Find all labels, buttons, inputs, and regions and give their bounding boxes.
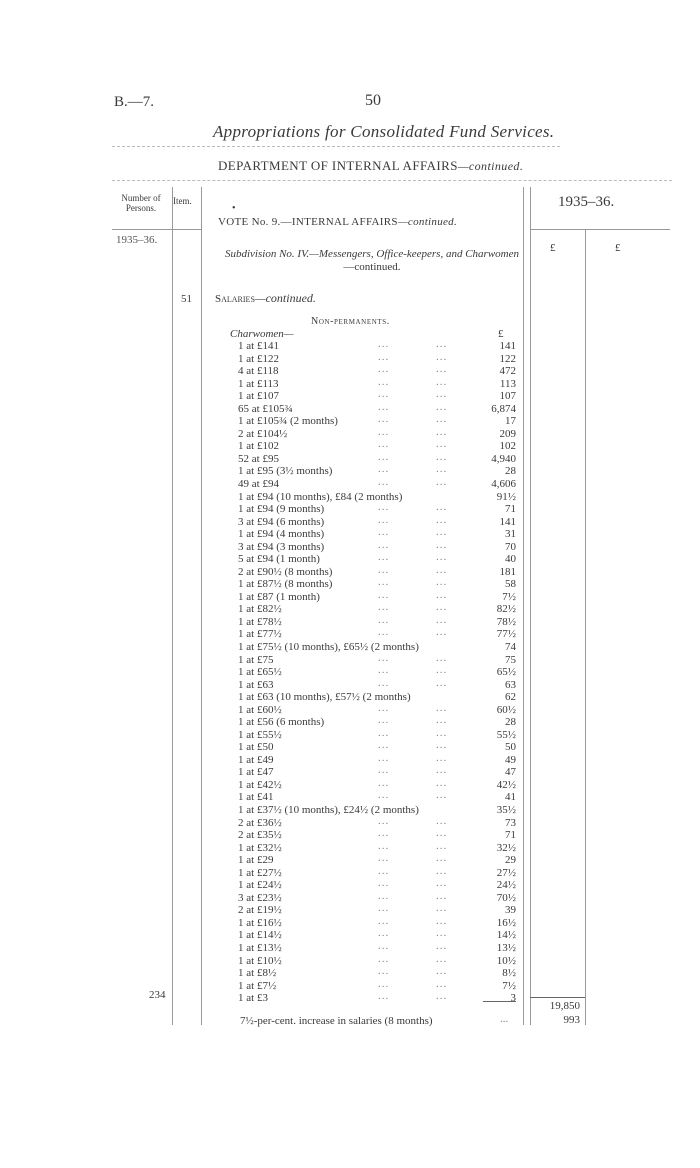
- header-rule-right: [530, 229, 670, 230]
- leader-dots: ...: [378, 776, 390, 789]
- leader-dots: ...: [378, 588, 390, 601]
- salary-row-description: 1 at £82½: [238, 603, 282, 616]
- salary-row-description: 49 at £94: [238, 477, 279, 490]
- salary-row-description: 3 at £94 (6 months): [238, 515, 325, 528]
- salary-row-amount: 113: [499, 377, 516, 390]
- leader-dots: ...: [436, 751, 448, 764]
- leader-dots: ...: [436, 965, 448, 977]
- salary-row: [238, 400, 516, 416]
- salary-row: [238, 992, 516, 1005]
- vote-heading: [218, 216, 457, 228]
- salary-row-amount: 472: [499, 365, 516, 378]
- salaries-label: Salaries: [215, 293, 255, 305]
- salary-row: [238, 879, 516, 892]
- salary-row-description: 1 at £56 (6 months): [238, 716, 325, 729]
- leader-dots: ...: [436, 425, 448, 438]
- salary-row-description: 2 at £90½ (8 months): [238, 565, 333, 578]
- leader-dots: ...: [436, 877, 448, 890]
- leader-dots: ...: [378, 576, 390, 589]
- salary-row-description: 52 at £95: [238, 452, 279, 465]
- leader-dots: ...: [378, 475, 390, 488]
- salary-row-amount: 78½: [496, 615, 516, 628]
- leader-dots: ...: [378, 676, 390, 689]
- salary-row-description: 1 at £3: [238, 992, 268, 1005]
- leader-dots: ...: [436, 939, 448, 952]
- salary-row-description: 1 at £94 (10 months), £84 (2 months): [238, 490, 403, 503]
- leader-dots: ...: [378, 990, 390, 1003]
- leader-dots: ...: [378, 613, 390, 626]
- leader-dots: ...: [436, 814, 448, 827]
- salary-row: [238, 716, 516, 729]
- page-title: Appropriations for Consolidated Fund Services.: [213, 122, 555, 141]
- header-item: Item.: [173, 196, 192, 206]
- salary-row: [238, 666, 516, 679]
- leader-dots: ...: [436, 513, 448, 526]
- column-rule-persons: [172, 187, 173, 1025]
- salary-row: [238, 829, 516, 842]
- salary-row-description: 1 at £122: [238, 352, 279, 365]
- salary-row-description: 1 at £95 (3½ months): [238, 465, 333, 478]
- department-suffix: —continued.: [457, 159, 524, 173]
- document-reference: B.—7.: [114, 94, 155, 110]
- leader-dots: ...: [436, 739, 448, 752]
- salary-row: [238, 839, 516, 855]
- salary-row: [238, 350, 516, 366]
- salary-row: [238, 977, 516, 993]
- salary-row-amount: 39: [505, 904, 516, 917]
- salary-row: [238, 914, 516, 930]
- pound-column-header: £: [498, 328, 504, 340]
- leader-dots: ...: [436, 726, 448, 739]
- leader-dots: ...: [436, 952, 448, 965]
- column-rule-item: [201, 187, 202, 1025]
- salary-row-description: 3 at £94 (3 months): [238, 540, 325, 553]
- salary-row-amount: 82½: [496, 603, 516, 616]
- increase-amount: 993: [563, 1014, 580, 1026]
- leader-dots: ...: [436, 450, 448, 463]
- salary-row-description: 1 at £75½ (10 months), £65½ (2 months): [238, 641, 419, 653]
- salary-row: [238, 651, 516, 667]
- salary-row-amount: 62: [505, 691, 516, 704]
- leader-dots: ...: [378, 450, 390, 463]
- salary-row-description: 1 at £77½: [238, 628, 282, 641]
- salary-row-description: 1 at £105¾ (2 months): [238, 415, 338, 428]
- leader-dots: ...: [378, 626, 390, 639]
- salary-row: [238, 967, 516, 980]
- salary-row: [238, 804, 516, 817]
- salary-row-description: 1 at £49: [238, 753, 274, 766]
- salary-row-amount: 24½: [496, 879, 516, 892]
- salary-row: [238, 513, 516, 529]
- subdivision-title: Subdivision No. IV.—Messengers, Office-keepers, and Charwomen: [224, 248, 519, 260]
- salary-row-amount: 4,940: [491, 452, 516, 465]
- salary-row-description: 2 at £35½: [238, 829, 282, 842]
- leader-dots: ...: [378, 400, 390, 413]
- salary-row: [238, 375, 516, 391]
- salary-row-amount: 70½: [496, 891, 516, 904]
- salary-row-amount: 63: [505, 678, 516, 691]
- salary-row: [238, 676, 516, 692]
- leader-dots: ...: [378, 438, 390, 451]
- salary-row-amount: 122: [499, 352, 516, 365]
- salary-row-amount: 17: [505, 415, 516, 428]
- salary-row-amount: 141: [499, 515, 516, 528]
- salary-row-amount: 181: [499, 565, 516, 578]
- salary-row: [238, 766, 516, 779]
- salary-row-amount: 49: [505, 753, 516, 766]
- salary-row: [238, 791, 516, 804]
- salary-row-amount: 27½: [496, 866, 516, 879]
- salary-row: [238, 440, 516, 453]
- salary-row-amount: 58: [505, 578, 516, 591]
- salary-row-description: 2 at £36½: [238, 816, 282, 829]
- leader-dots: ...: [378, 827, 390, 840]
- salary-row-description: 1 at £8½: [238, 967, 277, 979]
- salary-row: [238, 751, 516, 767]
- leader-dots: ...: [378, 388, 390, 401]
- leader-dots: ...: [378, 764, 390, 777]
- salary-row-amount: 71: [505, 503, 516, 515]
- salary-row-amount: 13½: [496, 941, 516, 954]
- salary-row: [238, 929, 516, 942]
- leader-dots: ...: [436, 613, 448, 626]
- salary-row-description: 1 at £16½: [238, 916, 282, 929]
- leader-dots: ...: [436, 350, 448, 363]
- leader-dots: ...: [436, 701, 448, 714]
- salary-row: [238, 553, 516, 566]
- vote-title: VOTE No. 9.—INTERNAL AFFAIRS: [218, 216, 398, 228]
- salary-row: [238, 503, 516, 516]
- salary-row-amount: 75: [505, 653, 516, 666]
- leader-dots: ...: [378, 350, 390, 363]
- leader-dots: ...: [436, 852, 448, 865]
- leader-dots: ...: [378, 902, 390, 915]
- leader-dots: ...: [436, 990, 448, 1003]
- leader-dots: ...: [378, 877, 390, 890]
- leader-dots: ...: [378, 814, 390, 827]
- leader-dots: ...: [378, 965, 390, 977]
- salary-row: [238, 939, 516, 955]
- salary-row: [238, 491, 516, 504]
- salary-row-description: 1 at £102: [238, 440, 279, 453]
- leader-dots: ...: [378, 413, 390, 426]
- leader-dots: ...: [436, 714, 448, 727]
- column-rule-amounts: [585, 230, 586, 1025]
- leader-dots: ...: [436, 902, 448, 915]
- leader-dots: ...: [436, 551, 448, 564]
- leader-dots: ...: [378, 601, 390, 614]
- leader-dots: ...: [378, 852, 390, 865]
- salary-row-description: 1 at £94 (9 months): [238, 503, 325, 515]
- leader-dots: ...: [378, 952, 390, 965]
- leader-dots: ...: [436, 463, 448, 476]
- total-rule: [530, 997, 585, 998]
- salary-row-description: 1 at £87 (1 month): [238, 590, 320, 603]
- salary-row-description: 1 at £78½: [238, 615, 282, 628]
- department-name: DEPARTMENT OF INTERNAL AFFAIRS: [218, 158, 458, 173]
- subdivision-heading: [222, 248, 522, 274]
- leader-dots: ...: [378, 927, 390, 940]
- salary-row-description: 1 at £37½ (10 months), £24½ (2 months): [238, 804, 419, 816]
- title-divider: [112, 146, 560, 147]
- leader-dots: ...: [378, 551, 390, 564]
- leader-dots: ...: [436, 563, 448, 576]
- salary-row-amount: 141: [499, 340, 516, 352]
- salary-row-amount: 14½: [496, 929, 516, 942]
- leader-dots: ...: [436, 526, 448, 539]
- salary-row-amount: 29: [505, 854, 516, 867]
- currency-left: £: [550, 242, 556, 254]
- salary-row-amount: 41: [505, 791, 516, 804]
- salary-row-description: 1 at £32½: [238, 841, 282, 854]
- leader-dots: ...: [436, 864, 448, 877]
- salary-row: [238, 340, 516, 353]
- salary-row-description: 1 at £94 (4 months): [238, 528, 325, 541]
- leader-dots: ...: [378, 501, 390, 513]
- salary-row-amount: 65½: [496, 666, 516, 678]
- increase-label: 7½-per-cent. increase in salaries (8 months): [240, 1015, 433, 1027]
- salary-row: [238, 563, 516, 579]
- column-rule-details-double: [530, 187, 531, 1025]
- leader-dots: ...: [436, 413, 448, 426]
- salary-row: [238, 854, 516, 867]
- salary-row-description: 1 at £113: [238, 377, 279, 390]
- salary-row-amount: 70: [505, 540, 516, 553]
- salary-row: [238, 952, 516, 968]
- salary-row-description: 1 at £87½ (8 months): [238, 578, 333, 591]
- leader-dots: ...: [436, 438, 448, 451]
- persons-year: 1935–36.: [116, 234, 158, 246]
- header-number-of-persons: Number of Persons.: [121, 193, 161, 213]
- leader-dots: ...: [436, 651, 448, 664]
- department-heading: [218, 158, 523, 174]
- leader-dots: ...: [378, 526, 390, 539]
- salary-row-amount: 73: [505, 816, 516, 829]
- salary-row-amount: 7½: [502, 979, 516, 992]
- salary-row-amount: 4,606: [491, 477, 516, 490]
- total-persons: 234: [149, 989, 166, 1001]
- non-permanents-heading: Non-permanents.: [311, 316, 390, 327]
- leader-dots: ...: [436, 626, 448, 639]
- salary-row-description: 1 at £47: [238, 766, 274, 779]
- leader-dots: ...: [378, 664, 390, 676]
- leader-dots: ...: [378, 914, 390, 927]
- salary-row: [238, 814, 516, 830]
- leader-dots: ...: [378, 889, 390, 902]
- leader-dots: ...: [378, 751, 390, 764]
- salary-row-description: 2 at £104½: [238, 427, 288, 440]
- currency-right: £: [615, 242, 621, 254]
- salary-row-description: 1 at £65½: [238, 666, 282, 678]
- salary-row: [238, 864, 516, 880]
- leader-dots: ...: [378, 789, 390, 802]
- salary-row-description: 1 at £14½: [238, 929, 282, 942]
- salary-row-amount: 40: [505, 553, 516, 566]
- leader-dots: ...: [378, 375, 390, 388]
- subdivision-suffix: —continued.: [343, 261, 401, 273]
- leader-dots: ...: [436, 914, 448, 927]
- vote-suffix: —continued.: [397, 216, 458, 228]
- salary-row: [238, 603, 516, 616]
- salary-row-amount: 16½: [496, 916, 516, 929]
- salary-row: [238, 776, 516, 792]
- leader-dots: ...: [436, 776, 448, 789]
- salary-row-amount: 31: [505, 528, 516, 541]
- salary-row-amount: 35½: [496, 804, 516, 816]
- salary-row-amount: 209: [499, 427, 516, 440]
- salary-row: [238, 691, 516, 704]
- salary-row-amount: 28: [505, 716, 516, 729]
- salary-row-amount: 60½: [496, 703, 516, 716]
- leader-dots: ...: [436, 338, 448, 350]
- leader-dots: ...: [378, 714, 390, 727]
- column-rule-details: [523, 187, 524, 1025]
- salary-row: [238, 701, 516, 717]
- header-rule-left: [112, 229, 202, 230]
- salary-row-description: 1 at £7½: [238, 979, 277, 992]
- salary-row: [238, 904, 516, 917]
- salary-row-amount: 8½: [502, 967, 516, 979]
- leader-dots: ...: [436, 664, 448, 676]
- leader-dots: ...: [378, 939, 390, 952]
- leader-dots: ...: [436, 588, 448, 601]
- leader-dots: ...: [436, 388, 448, 401]
- salary-row: [238, 390, 516, 403]
- leader-dots: ...: [436, 839, 448, 852]
- salary-row-description: 1 at £63: [238, 678, 274, 691]
- leader-dots: ...: [378, 864, 390, 877]
- leader-dots: ...: [436, 538, 448, 551]
- leader-dots: ...: [378, 701, 390, 714]
- leader-dots: ...: [436, 400, 448, 413]
- salaries-suffix: —continued.: [254, 291, 316, 305]
- salary-row-description: 4 at £118: [238, 365, 279, 378]
- salary-row-description: 1 at £63 (10 months), £57½ (2 months): [238, 691, 411, 704]
- leader-dots: ...: [436, 789, 448, 802]
- salary-row-amount: 47: [505, 766, 516, 779]
- charwomen-heading: Charwomen—: [230, 328, 294, 340]
- leader-dots: ...: [378, 726, 390, 739]
- salary-row-description: 65 at £105¾: [238, 402, 293, 415]
- leader-dots: ...: [436, 375, 448, 388]
- salary-row-description: 2 at £19½: [238, 904, 282, 917]
- salary-row-amount: 28: [505, 465, 516, 478]
- subtotal-rule: [483, 1001, 516, 1002]
- salary-row-amount: 42½: [496, 778, 516, 791]
- salary-row-amount: 50: [505, 741, 516, 754]
- salary-row: [238, 415, 516, 428]
- leader-dots: ...: [436, 676, 448, 689]
- salary-row: [238, 641, 516, 654]
- leader-dots: ...: [378, 839, 390, 852]
- leader-dots: ...: [378, 538, 390, 551]
- salary-row: [238, 628, 516, 641]
- salary-row: [238, 578, 516, 591]
- leader-dots: ...: [378, 363, 390, 376]
- salary-row-amount: 6,874: [491, 402, 516, 415]
- salary-row: [238, 889, 516, 905]
- salary-row-description: 1 at £75: [238, 653, 274, 666]
- increase-dots: ...: [500, 1013, 509, 1025]
- salary-row-description: 1 at £27½: [238, 866, 282, 879]
- leader-dots: ...: [436, 927, 448, 940]
- salary-row-description: 1 at £107: [238, 390, 279, 403]
- leader-dots: ...: [436, 764, 448, 777]
- salary-row: [238, 741, 516, 754]
- salary-row: [238, 475, 516, 491]
- header-year: 1935–36.: [558, 194, 615, 210]
- salary-row-description: 1 at £13½: [238, 941, 282, 954]
- leader-dots: ...: [378, 513, 390, 526]
- salary-row-description: 1 at £42½: [238, 778, 282, 791]
- leader-dots: ...: [436, 889, 448, 902]
- salary-row-description: 1 at £29: [238, 854, 274, 867]
- salary-row-amount: 107: [499, 390, 516, 403]
- salary-row-amount: 74: [505, 641, 516, 653]
- salary-row-description: 5 at £94 (1 month): [238, 553, 320, 566]
- subtotal-amount: 19,850: [549, 1000, 580, 1012]
- salary-row-description: 1 at £55½: [238, 728, 282, 741]
- leader-dots: ...: [378, 651, 390, 664]
- salary-row-description: 1 at £41: [238, 791, 274, 804]
- salary-row-amount: 10½: [496, 954, 516, 967]
- salary-row-amount: 7½: [502, 590, 516, 603]
- salary-row: [238, 450, 516, 466]
- salary-row-description: 1 at £50: [238, 741, 274, 754]
- salary-row-amount: 102: [499, 440, 516, 453]
- salary-row-description: 1 at £60½: [238, 703, 282, 716]
- leader-dots: ...: [378, 739, 390, 752]
- leader-dots: ...: [436, 827, 448, 840]
- leader-dots: ...: [436, 576, 448, 589]
- salaries-heading: [215, 291, 316, 306]
- salary-row: [238, 613, 516, 629]
- leader-dots: ...: [378, 463, 390, 476]
- salary-row: [238, 425, 516, 441]
- salary-row-amount: 91½: [496, 490, 516, 503]
- leader-dots: ...: [436, 363, 448, 376]
- leader-dots: ...: [378, 425, 390, 438]
- salary-row-amount: 71: [505, 829, 516, 842]
- salary-row-description: 1 at £24½: [238, 879, 282, 892]
- salary-row: [238, 588, 516, 604]
- salary-row-description: 3 at £23½: [238, 891, 282, 904]
- leader-dots: ...: [436, 475, 448, 488]
- salary-row: [238, 528, 516, 541]
- salary-row-description: 1 at £10½: [238, 954, 282, 967]
- leader-dots: ...: [436, 501, 448, 513]
- salary-row: [238, 365, 516, 378]
- stray-dot: •: [232, 203, 236, 214]
- salary-row-amount: 77½: [496, 628, 516, 641]
- salary-row-amount: 3: [510, 992, 516, 1005]
- salary-row-amount: 55½: [496, 728, 516, 741]
- salary-row-amount: 32½: [496, 841, 516, 854]
- item-number: 51: [181, 293, 192, 305]
- salary-row: [238, 465, 516, 478]
- salary-row: [238, 726, 516, 742]
- leader-dots: ...: [378, 563, 390, 576]
- leader-dots: ...: [436, 601, 448, 614]
- page-number: 50: [365, 92, 381, 109]
- leader-dots: ...: [378, 977, 390, 990]
- leader-dots: ...: [378, 338, 390, 350]
- salary-row: [238, 538, 516, 554]
- table-top-rule: [112, 180, 672, 181]
- leader-dots: ...: [436, 977, 448, 990]
- salary-row-description: 1 at £141: [238, 340, 279, 352]
